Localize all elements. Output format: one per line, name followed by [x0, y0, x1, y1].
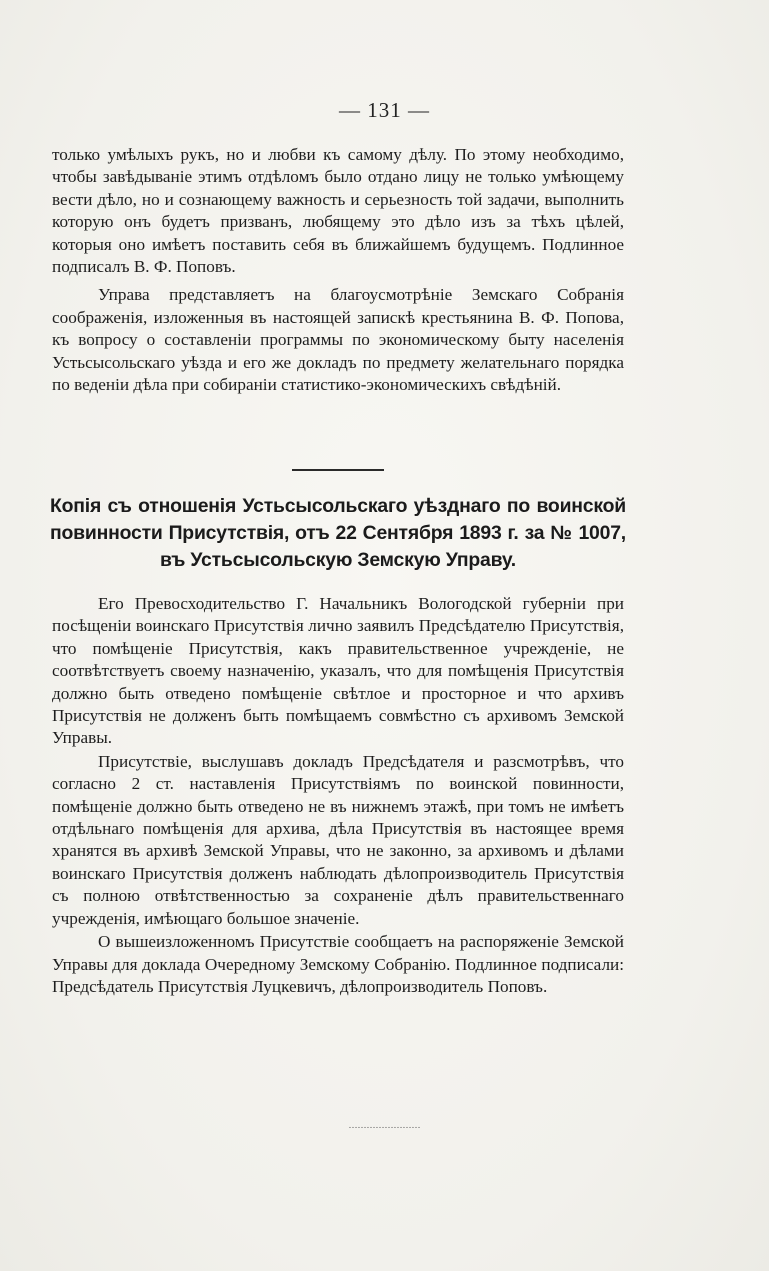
section-divider	[292, 469, 384, 471]
heading-line-3: въ Устьсысольскую Земскую Управу.	[160, 549, 516, 571]
page-number: — 131 —	[339, 98, 430, 122]
paragraph-signatures: О вышеизложенномъ Присутствіе сообщаетъ на распоряженіе Земской Управы для доклада Очередному Земскому Собранію. Подлинное подписали: Предсѣдатель Присутствія Луцкевичъ, дѣлопроизводитель Поповъ.	[52, 932, 624, 996]
paragraph-continuation: только умѣлыхъ рукъ, но и любви къ самому дѣлу. По этому необходимо, чтобы завѣдываніе этимъ отдѣломъ было отдано лицу не только умѣющему вести дѣло, но и сознающему важность и серьезность той задачи, выполнить которую онъ будетъ призванъ, любящему это дѣло изъ за тѣхъ цѣлей, которыя оно имѣетъ поставить себя въ ближайшемъ будущемъ. Подлинное подписалъ В. Ф. Поповъ.	[52, 145, 624, 277]
paragraph-uprava-note: Управа представляетъ на благоусмотрѣніе Земскаго Собранія соображенія, изложенныя въ настоящей запискѣ крестьянина В. Ф. Попова, къ вопросу о составленіи программы по экономическому быту населенія Устьсысольскаго уѣзда и его же докладъ по предмету желательнаго порядка по веденіи дѣла при собираніи статистико-экономическихъ свѣдѣній.	[52, 285, 624, 395]
heading-line-2: повинности Присутствія, отъ 22 Сентября 1893 г. за № 1007,	[50, 522, 626, 544]
end-dotted-rule: ……………………	[348, 1120, 421, 1130]
paragraph-governor-visit: Его Превосходительство Г. Начальникъ Вологодской губерніи при посѣщеніи воинскаго Присутствія лично заявилъ Предсѣдателю Присутствія, что помѣщеніе Присутствія, какъ правительственное учрежденіе, не соотвѣтствуетъ своему назначенію, указалъ, что для помѣщенія Присутствія должно быть отведено помѣщеніе свѣтлое и просторное и что архивъ Присутствія не долженъ быть помѣщаемъ совмѣстно съ архивомъ Земской Управы.	[52, 594, 624, 748]
section-heading	[50, 493, 626, 574]
heading-line-1: Копія съ отношенія Устьсысольскаго уѣзднаго по воинской	[50, 495, 626, 517]
paragraph-presence-decision: Присутствіе, выслушавъ докладъ Предсѣдателя и разсмотрѣвъ, что согласно 2 ст. наставленія Присутствіямъ по воинской повинности, помѣщеніе должно быть отведено не въ нижнемъ этажѣ, при томъ не имѣетъ отдѣльнаго помѣщенія для архива, дѣла Присутствія въ настоящее время хранятся въ архивѣ Земской Управы, что не законно, за архивомъ и дѣлами воинскаго Присутствія долженъ наблюдать дѣлопроизводитель Присутствія съ полною отвѣтственностью за сохраненіе дѣлъ правительственнаго учрежденія, имѣющаго большое значеніе.	[52, 751, 624, 928]
main-text-section	[52, 593, 624, 998]
top-text-section	[52, 144, 624, 396]
